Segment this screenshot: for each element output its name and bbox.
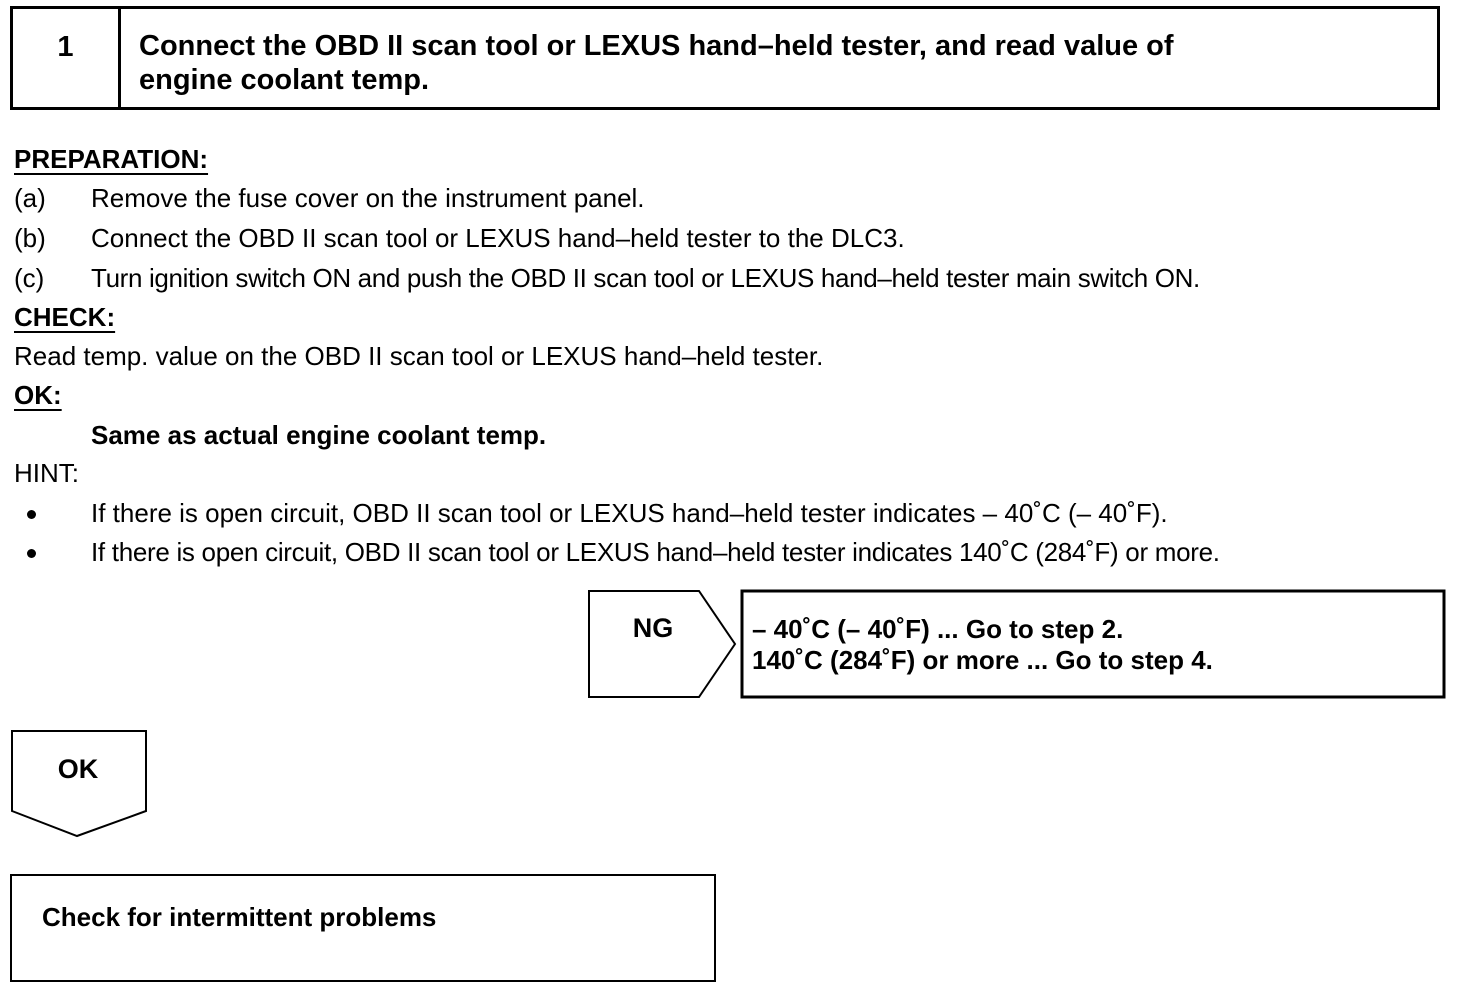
preparation-item-marker: (b) — [14, 223, 46, 253]
next-step-box — [10, 874, 716, 982]
preparation-item — [0, 223, 1472, 253]
check-heading: CHECK: — [14, 302, 116, 332]
bullet-icon — [27, 549, 36, 558]
check-text: Read temp. value on the OBD II scan tool or LEXUS hand–held tester. — [14, 341, 824, 371]
hint-heading: HINT: — [14, 458, 79, 488]
hint-item-text: If there is open circuit, OBD II scan tool or LEXUS hand–held tester indicates 140˚C (284˚F) or more. — [91, 537, 1220, 567]
hint-item-text: If there is open circuit, OBD II scan tool or LEXUS hand–held tester indicates – 40˚C (– 40˚F). — [91, 498, 1168, 528]
ok-value: Same as actual engine coolant temp. — [91, 420, 547, 450]
ok-label: OK — [57, 754, 99, 784]
bullet-icon — [27, 510, 36, 519]
step-title-line2: engine coolant temp. — [139, 64, 430, 96]
preparation-item-text: Remove the fuse cover on the instrument panel. — [91, 183, 645, 213]
ok-heading: OK: — [14, 380, 62, 410]
step-number-cell — [13, 9, 121, 107]
preparation-item-marker: (a) — [14, 183, 46, 213]
preparation-item-marker: (c) — [14, 263, 45, 293]
ng-label: NG — [632, 613, 674, 643]
preparation-heading: PREPARATION: — [14, 144, 209, 174]
preparation-item-text: Connect the OBD II scan tool or LEXUS hand–held tester to the DLC3. — [91, 223, 905, 253]
hint-item — [0, 537, 1472, 567]
ng-arrow-shape — [589, 591, 735, 697]
ng-result-line2: 140˚C (284˚F) or more ... Go to step 4. — [752, 645, 1213, 675]
hint-item — [0, 498, 1472, 528]
preparation-item — [0, 263, 1472, 293]
step-number: 1 — [57, 31, 74, 63]
step-header — [10, 6, 1440, 110]
preparation-item — [0, 183, 1472, 213]
ng-result-line1: – 40˚C (– 40˚F) ... Go to step 2. — [752, 614, 1124, 644]
step-title-line1: Connect the OBD II scan tool or LEXUS hand–held tester, and read value of — [139, 30, 1174, 62]
step-title — [139, 29, 1417, 97]
preparation-item-text: Turn ignition switch ON and push the OBD II scan tool or LEXUS hand–held tester main switch ON. — [91, 263, 1200, 293]
next-step-text: Check for intermittent problems — [42, 902, 437, 932]
ng-result — [752, 614, 1213, 676]
